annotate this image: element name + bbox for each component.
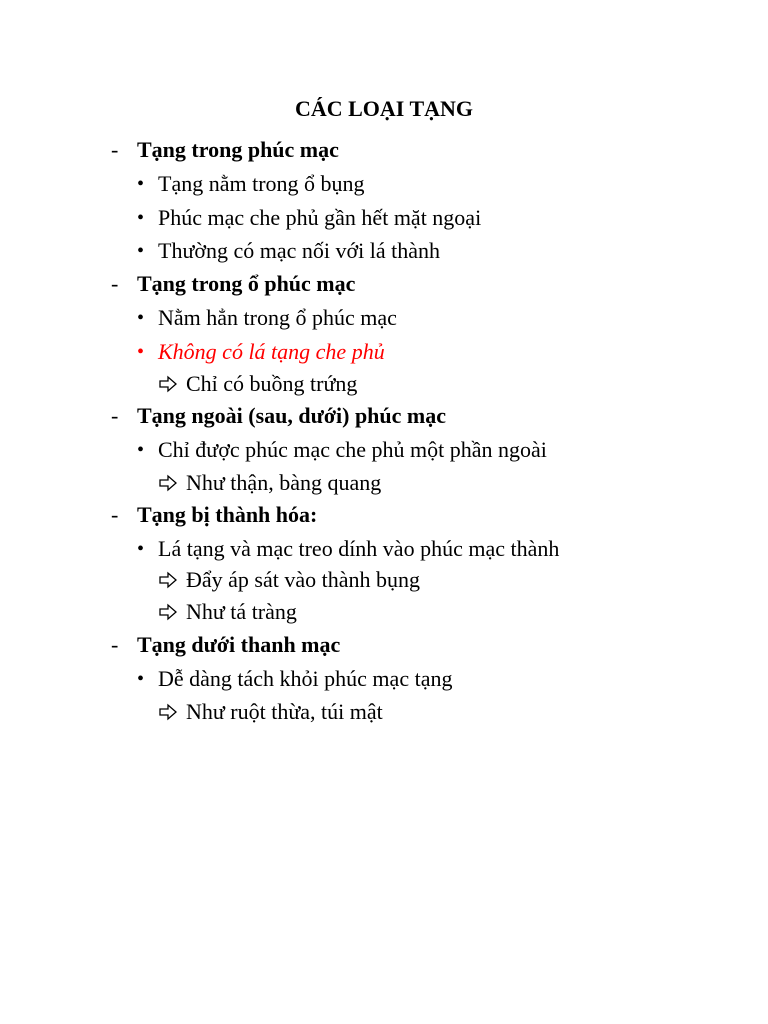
arrow-item: Chỉ có buồng trứng (186, 371, 358, 396)
bullet-dot-icon: • (137, 207, 145, 229)
bullet-dot-icon: • (137, 341, 145, 363)
bullet-item: Dễ dàng tách khỏi phúc mạc tạng (158, 666, 453, 691)
bullet-item: Chỉ được phúc mạc che phủ một phần ngoài (158, 437, 547, 462)
section-dash: - (111, 632, 119, 657)
bullet-item: Thường có mạc nối với lá thành (158, 238, 441, 263)
bullet-dot-icon: • (137, 240, 145, 262)
bullet-item: Tạng nằm trong ổ bụng (158, 171, 365, 196)
arrow-right-icon (158, 467, 178, 499)
section-dash: - (111, 403, 119, 428)
section-heading: Tạng ngoài (sau, dưới) phúc mạc (137, 403, 446, 428)
arrow-item: Như thận, bàng quang (186, 470, 382, 495)
arrow-item: Như tá tràng (186, 599, 297, 624)
bullet-item: Phúc mạc che phủ gần hết mặt ngoại (158, 205, 482, 230)
section-heading: Tạng bị thành hóa: (137, 502, 318, 527)
arrow-right-icon (158, 596, 178, 628)
bullet-item-highlighted: Không có lá tạng che phủ (158, 339, 385, 364)
bullet-dot-icon: • (137, 668, 145, 690)
arrow-item: Đẩy áp sát vào thành bụng (186, 567, 420, 592)
section-heading: Tạng trong ổ phúc mạc (137, 271, 356, 296)
bullet-dot-icon: • (137, 307, 145, 329)
arrow-right-icon (158, 368, 178, 400)
bullet-dot-icon: • (137, 173, 145, 195)
section-dash: - (111, 137, 119, 162)
section-dash: - (111, 271, 119, 296)
arrow-right-icon (158, 564, 178, 596)
bullet-item: Nằm hẳn trong ổ phúc mạc (158, 305, 397, 330)
section-heading: Tạng trong phúc mạc (137, 137, 339, 162)
section-heading: Tạng dưới thanh mạc (137, 632, 341, 657)
bullet-dot-icon: • (137, 439, 145, 461)
arrow-right-icon (158, 696, 178, 728)
arrow-item: Như ruột thừa, túi mật (186, 699, 383, 724)
section-dash: - (111, 502, 119, 527)
bullet-dot-icon: • (137, 538, 145, 560)
bullet-item: Lá tạng và mạc treo dính vào phúc mạc thành (158, 536, 560, 561)
page-title: CÁC LOẠI TẠNG (294, 96, 474, 121)
